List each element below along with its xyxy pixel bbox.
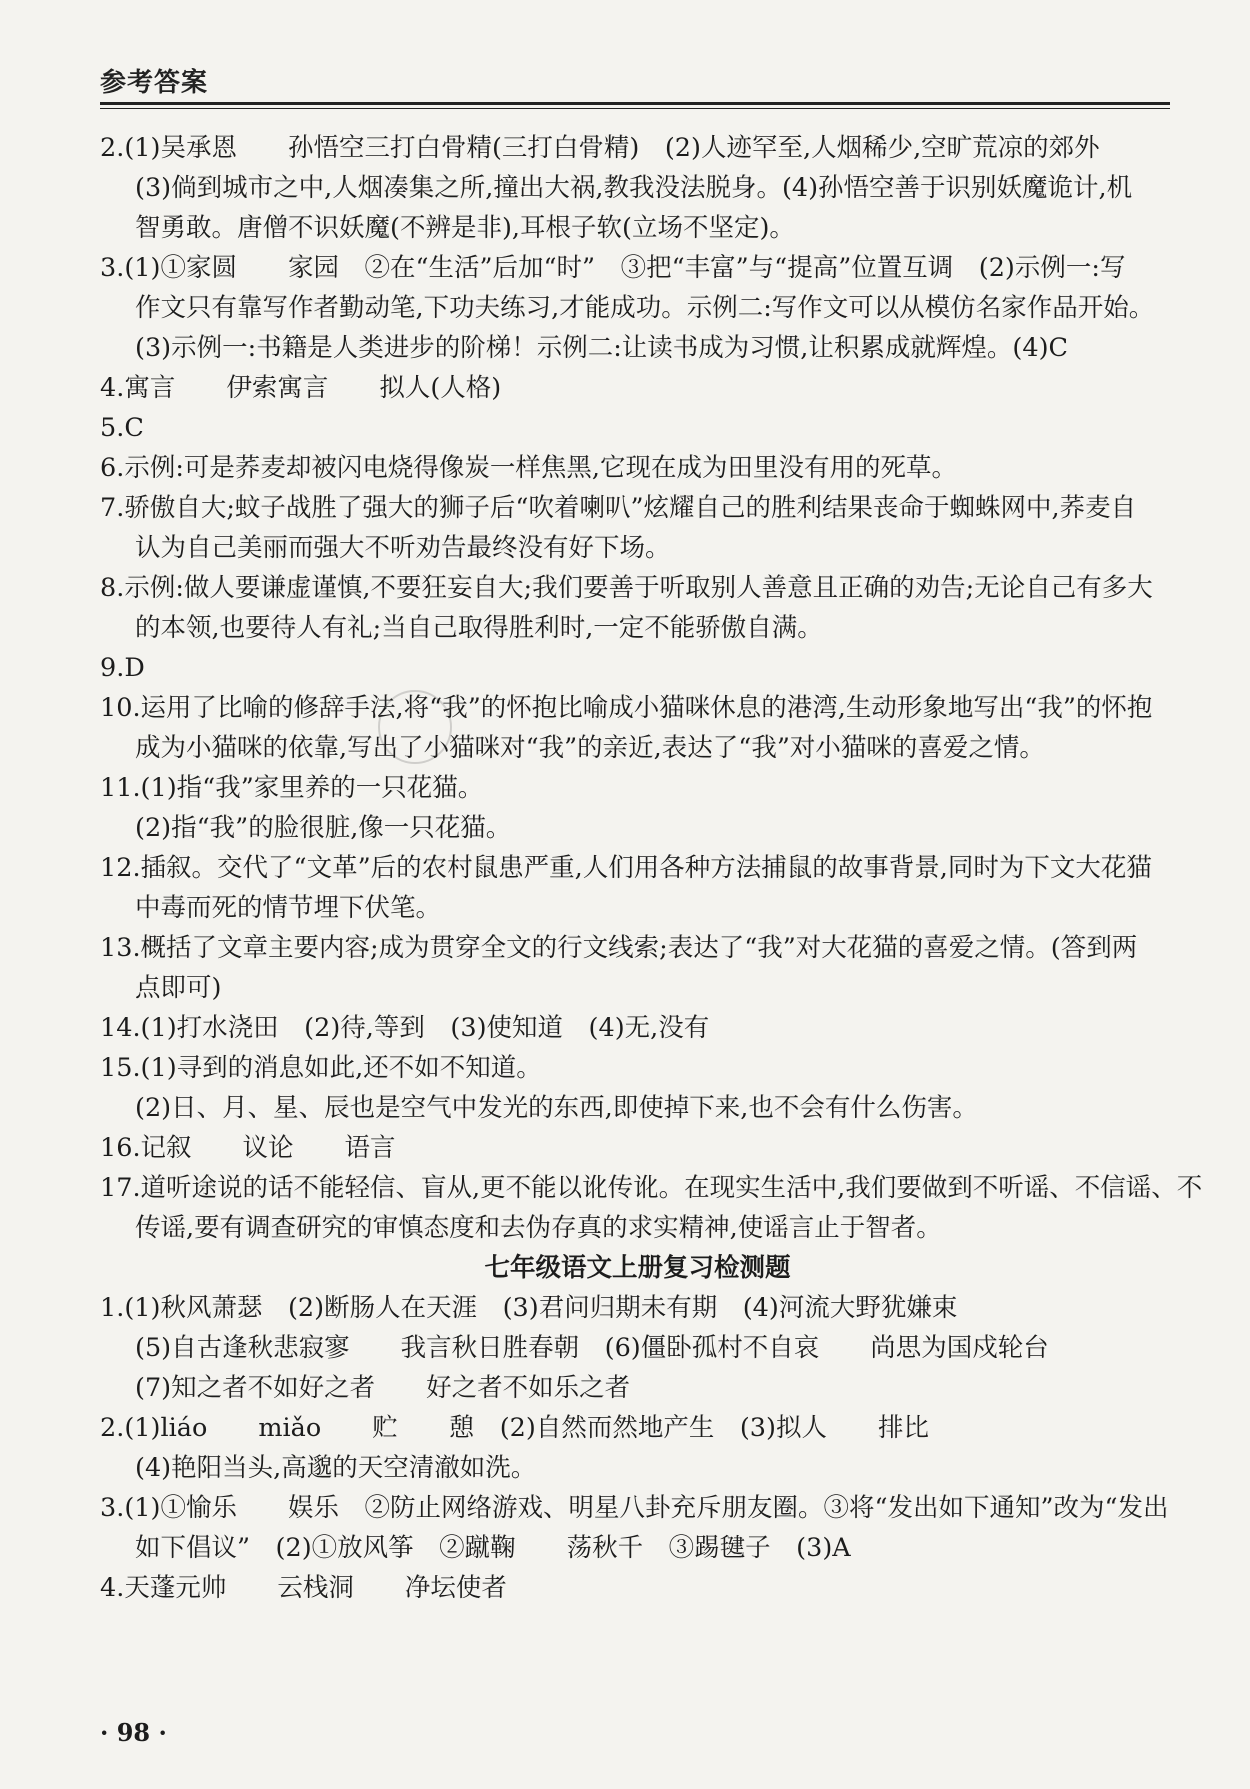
answer-line: 传谣,要有调查研究的审慎态度和去伪存真的求实精神,使谣言止于智者。: [135, 1213, 942, 1243]
answer-line: 点即可): [135, 973, 222, 1003]
answer-line: 2.(1)吴承恩 孙悟空三打白骨精(三打白骨精) (2)人迹罕至,人烟稀少,空旷荒凉的郊外: [100, 133, 1100, 163]
answer-line: (3)倘到城市之中,人烟凑集之所,撞出大祸,教我没法脱身。(4)孙悟空善于识别妖魔诡计,机: [135, 173, 1133, 203]
answer-line: 1.(1)秋风萧瑟 (2)断肠人在天涯 (3)君问归期未有期 (4)河流大野犹嫌束: [100, 1293, 958, 1323]
header-rule-thin: [100, 108, 1170, 109]
answer-line: 4.天蓬元帅 云栈洞 净坛使者: [100, 1573, 507, 1603]
answer-content: [100, 128, 1203, 1608]
header-title: 参考答案: [100, 68, 209, 98]
answer-line: 17.道听途说的话不能轻信、盲从,更不能以讹传讹。在现实生活中,我们要做到不听谣、不信谣、不: [100, 1173, 1203, 1203]
section-title: 七年级语文上册复习检测题: [484, 1253, 791, 1283]
answer-line: 3.(1)①家圆 家园 ②在“生活”后加“时” ③把“丰富”与“提高”位置互调 (2)示例一:写: [100, 253, 1126, 283]
page-number: · 98 ·: [100, 1718, 167, 1747]
answer-line: (7)知之者不如好之者 好之者不如乐之者: [135, 1373, 631, 1403]
answer-line: (3)示例一:书籍是人类进步的阶梯！示例二:让读书成为习惯,让积累成就辉煌。(4)C: [135, 333, 1069, 363]
answer-line: 9.D: [100, 653, 145, 683]
answer-line: 智勇敢。唐僧不识妖魔(不辨是非),耳根子软(立场不坚定)。: [135, 213, 795, 243]
answer-line: 15.(1)寻到的消息如此,还不如不知道。: [100, 1053, 542, 1083]
answer-line: 12.插叙。交代了“文革”后的农村鼠患严重,人们用各种方法捕鼠的故事背景,同时为下文大花猫: [100, 853, 1152, 883]
answer-line: 8.示例:做人要谦虚谨慎,不要狂妄自大;我们要善于听取别人善意且正确的劝告;无论自己有多大: [100, 573, 1153, 603]
answer-line: 5.C: [100, 413, 144, 443]
answer-line: 2.(1)liáo miǎo 贮 憩 (2)自然而然地产生 (3)拟人 排比: [100, 1413, 929, 1443]
answer-line: 16.记叙 议论 语言: [100, 1133, 396, 1163]
answer-line: (4)艳阳当头,高邈的天空清澈如洗。: [135, 1453, 537, 1483]
answer-line: 成为小猫咪的依靠,写出了小猫咪对“我”的亲近,表达了“我”对小猫咪的喜爱之情。: [135, 733, 1045, 763]
answer-line: 的本领,也要待人有礼;当自己取得胜利时,一定不能骄傲自满。: [135, 613, 823, 643]
answer-line: (5)自古逢秋悲寂寥 我言秋日胜春朝 (6)僵卧孤村不自哀 尚思为国戍轮台: [135, 1333, 1049, 1363]
answer-line: 14.(1)打水浇田 (2)待,等到 (3)使知道 (4)无,没有: [100, 1013, 710, 1043]
answer-line: 作文只有靠写作者勤动笔,下功夫练习,才能成功。示例二:写作文可以从模仿名家作品开始。: [135, 293, 1155, 323]
answer-line: 13.概括了文章主要内容;成为贯穿全文的行文线索;表达了“我”对大花猫的喜爱之情。(答到两: [100, 933, 1138, 963]
answer-line: 10.运用了比喻的修辞手法,将“我”的怀抱比喻成小猫咪休息的港湾,生动形象地写出“我”的怀抱: [100, 693, 1153, 723]
answer-line: 6.示例:可是荞麦却被闪电烧得像炭一样焦黑,它现在成为田里没有用的死草。: [100, 453, 958, 483]
page-header: [100, 62, 1170, 114]
answer-line: 7.骄傲自大;蚊子战胜了强大的狮子后“吹着喇叭”炫耀自己的胜利结果丧命于蜘蛛网中,荞麦自: [100, 493, 1137, 523]
answer-line: 中毒而死的情节埋下伏笔。: [135, 893, 442, 923]
answer-line: (2)指“我”的脸很脏,像一只花猫。: [135, 813, 512, 843]
answer-line: 认为自己美丽而强大不听劝告最终没有好下场。: [135, 533, 671, 563]
answer-line: 3.(1)①愉乐 娱乐 ②防止网络游戏、明星八卦充斥朋友圈。③将“发出如下通知”改为“发出: [100, 1493, 1169, 1523]
answer-line: 11.(1)指“我”家里养的一只花猫。: [100, 773, 484, 803]
answer-line: (2)日、月、星、辰也是空气中发光的东西,即使掉下来,也不会有什么伤害。: [135, 1093, 978, 1123]
header-rule-thick: [100, 102, 1170, 105]
answer-line: 如下倡议” (2)①放风筝 ②蹴鞠 荡秋千 ③踢毽子 (3)A: [135, 1533, 851, 1563]
answer-line: 4.寓言 伊索寓言 拟人(人格): [100, 373, 502, 403]
